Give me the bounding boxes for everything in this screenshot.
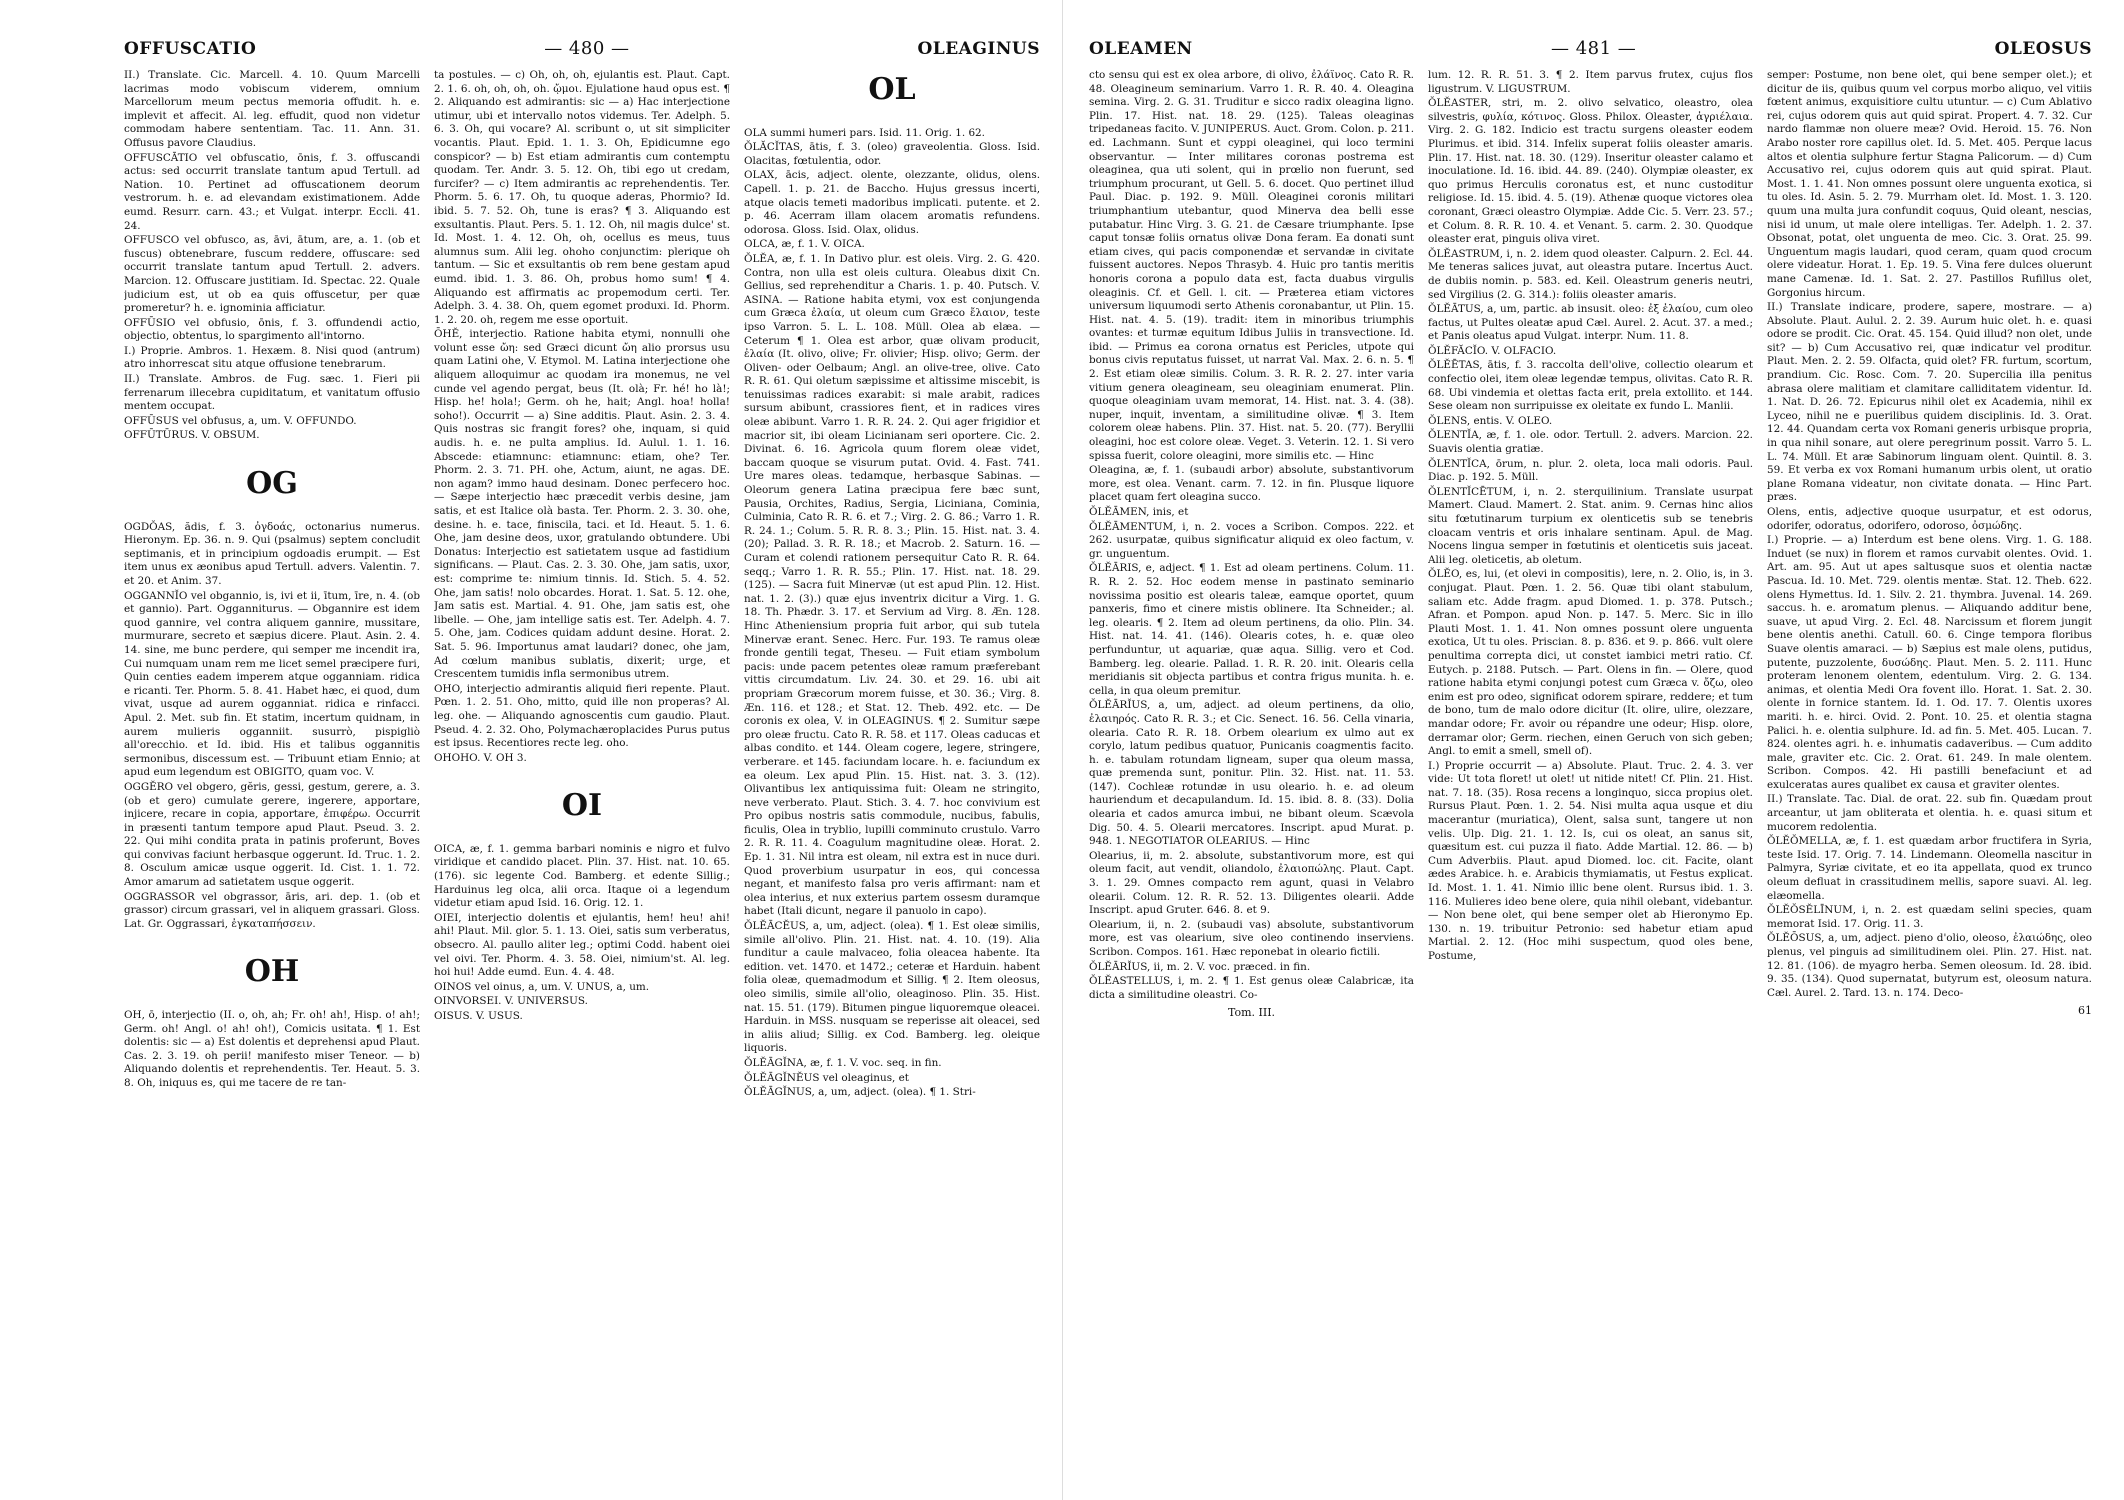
entry-text: ŎLĔŎSĔLĪNUM, i, n. 2. est quædam selini species, quam memorat Isid. 17. Orig. 11. 3. [1767, 904, 2092, 930]
column-3 [744, 69, 1040, 1464]
entry-text: Oleagina, æ, f. 1. (subaudi arbor) absolute, substantivorum more, est olea. Venant. carm. 7. 12. in fin. Plusque liquore placet quam fert oleagina succo. [1089, 464, 1414, 504]
section-heading: OL [868, 72, 916, 107]
page-number: — 481 — [1551, 38, 1637, 59]
columns [1089, 69, 2092, 1464]
page-number: — 480 — [544, 38, 630, 59]
entry-text: OFFUSCO vel obfusco, as, āvi, ātum, are, a. 1. (ob et fuscus) obtenebrare, fuscum reddere, offuscare: sed occurrit translate tantum apud Tertull. 2. advers. Marcion. 12. Offuscare justitiam. Id. Spectac. 22. Quale judicium est, ut ob ea quis offuscetur, per quæ promeretur? h. e. ignominia afficiatur. [124, 234, 420, 315]
entry-text: OLA summi humeri pars. Isid. 11. Orig. 1. 62. [744, 126, 985, 139]
column-2 [434, 69, 730, 1464]
entry-text: OLAX, ācis, adject. olente, olezzante, olidus, olens. Capell. 1. p. 21. de Baccho. Hujus gressus incerti, atque olacis temeti madoribus implicati. putente. et 2. p. 46. Acerram illam olacem aromatis refundens. odorosa. Gloss. Isid. Olax, olidus. [744, 169, 1040, 236]
entry-text: OHOHO. V. OH 3. [434, 751, 527, 764]
running-head-right [1089, 38, 2092, 59]
entry-text: ŌHĔ, interjectio. Ratione habita etymi, nonnulli ohe volunt esse ὤη: sed Græci dicunt ὤη alio prorsus usu quam Latini ohe, V. Etymol. M. Latina interjectione ohe aliquem alloquimur ac quodam ira monemus, ne vel cunde vel agendo pergat, beus (It. olà; Fr. hé! ho là!; Hisp. he! hola!; Germ. oh he, hait; Angl. hoa! holla! soho!). Occurrit — a) Sine additis. Plaut. Asin. 2. 3. 4. Quis nostras sic frangit fores? ohe, inquam, si quid audis. h. e. ne pulta amplius. Id. Aulul. 1. 1. 16. Abscede: etiamnunc: etiamnunc: etiam, ohe? Ter. Phorm. 2. 3. 71. PH. ohe, Actum, aiunt, ne agas. DE. non agam? immo haud desinam. Donec perfecero hoc. — Sæpe interjectio hæc præcedit verbis desine, jam satis, et est Italice olà basta. Ter. Phorm. 2. 3. 30. ohe, desine. h. e. tace, finiscila, taci. et Id. Heaut. 5. 1. 6. Ohe, jam desine deos, uxor, gratulando obtundere. Ubi Donatus: Interjectio est satietatem usque ad fastidium significans. — Plaut. Cas. 2. 3. 30. Ohe, jam satis, uxor, est: comprime te: nimium tinnis. Id. Stich. 5. 4. 52. Ohe, jam satis! nolo obcardes. Horat. 1. Sat. 5. 12. ohe, Jam satis est. Martial. 4. 91. Ohe, jam satis est, ohe libelle. — Ohe, jam intellige satis est. Ter. Adelph. 4. 7. 5. Ohe, jam. Codices quidam addunt desine. Horat. 2. Sat. 5. 96. Importunus amat laudari? donec, ohe jam, Ad cœlum manibus sublatis, dixerit; urge, et Crescentem tumidis infla sermonibus utrem. [434, 328, 730, 681]
entry-text: OH, ō, interjectio (II. o, oh, ah; Fr. oh! ah!, Hisp. o! ah!; Germ. oh! Angl. o! ah! oh!), Comicis usitata. ¶ 1. Est dolentis: sic — a) Est dolentis et deprehensi apud Plaut. Cas. 2. 3. 19. oh perii! manifesto miser Teneor. — b) Aliquando dolentis et reprehendentis. Ter. Heaut. 5. 3. 8. Oh, iniquus es, qui me tacere de re tan- [124, 1009, 420, 1089]
column-2 [1428, 69, 1753, 1464]
entry-text: ŎLĔFĂCĬO. V. OLFACIO. [1428, 344, 1557, 357]
entry-text: ŎLENS, entis. V. OLEO. [1428, 414, 1553, 427]
entry-text: ŎLĔĀGĬNA, æ, f. 1. V. voc. seq. in fin. [744, 1056, 942, 1069]
volume-label: Tom. III. [1227, 1006, 1276, 1020]
column-1 [124, 69, 420, 1464]
entry-text: cto sensu qui est ex olea arbore, di olivo, ἐλάϊνος. Cato R. R. 48. Oleagineum seminarium. Varro 1. R. R. 40. 4. Oleagina semina. Virg. 2. G. 31. Truditur e sicco radix oleagina ligno. Plin. 17. Hist. nat. 18. 29. (125). Taleas oleaginas tripedaneas facito. V. JUNIPERUS. Auct. Grom. Colon. p. 211. ed. Lachmann. Sunt et cyppi oleaginei, qui loco termini observantur. — Inter militares coronas postrema est oleaginea, qua uti solent, qui in prœlio non fuerunt, sed triumphum procurant, ut Gell. 5. 6. docet. Quo pertinet illud Paul. Diac. p. 192. 9. Müll. Oleaginei coronis militari triumphantium utebantur, quod Minerva dea belli esse putabatur. Hinc Virg. 3. G. 21. de Cæsare triumphante. Ipse caput tonsæ foliis ornatus olivæ Dona feram. Ea donati sunt etiam cives, qui pacis componendæ et servandæ in civitate fuissent auctores. Nepos Thrasyb. 4. Huic pro tantis meritis honoris corona a populo data est, facta duabus virgulis oleaginis. Cf. et Gell. l. cit. — Præterea etiam victores universum liquumodi serto Athenis coronabantur, ut Plin. 15. Hist. nat. 4. 5. (19). tradit: item in minoribus triumphis ovantes: et turmæ equitum Idibus Juliis in transvectione. Id. ibid. — Primus ea corona ornatus est Pericles, utpote qui bonus civis reputatus fuisset, ut narrat Val. Max. 2. 6. n. 5. ¶ 2. Est etiam oleæ similis. Colum. 3. R. R. 2. 27. inter varia vitium genera oleagineam, seu oleaginiam enumerat. Plin. quoque oleaginiam uvam memorat, 14. Hist. nat. 3. 4. (38). nuper, inquit, inventam, a similitudine olivæ. ¶ 3. Item colorem oleæ habens. Plin. 37. Hist. nat. 5. 20. (77). Beryllii oleagini, hoc est colore oleæ. Veget. 3. Veterin. 12. 1. Si vero spissa fuerit, colore oleagini, more similis etc. — Hinc [1089, 69, 1414, 462]
entry-text: II.) Translate. Tac. Dial. de orat. 22. sub fin. Quædam prout arceantur, ut jam obliterata et olentia. h. e. quasi situm et mucorem redolentia. [1767, 793, 2092, 833]
entry-text: OGDŎAS, ădis, f. 3. ὀγδοάς, octonarius numerus. Hieronym. Ep. 36. n. 9. Qui (psalmus) septem concludit septimanis, et in principium ogdoadis erumpit. — Est item unus ex æonibus apud Tertull. advers. Valentin. 7. et 20. et Anim. 37. [124, 520, 420, 587]
volume-footer [1089, 1006, 1414, 1020]
head-last-word: OLEAGINUS [917, 39, 1040, 59]
entry-text: II.) Translate indicare, prodere, sapere, mostrare. — a) Absolute. Plaut. Aulul. 2. 2. 39. Aurum huic olet. h. e. quasi odore se prodit. Cic. Orat. 45. 154. Quid illud? non olet, unde sit? — b) Cum Accusativo rei, quæ indicatur vel proditur. Plaut. Men. 2. 2. 59. Olfacta, quid olet? FR. furtum, scortum, prandium. Cic. Rosc. Com. 7. 20. Supercilia illa penitus abrasa olere malitiam et clamitare calliditatem videntur. Id. 1. Nat. D. 26. 72. Epicurus nihil olet ex Academia, nihil ex Lyceo, nihil ne e puerilibus quidem disciplinis. Id. 3. Orat. 12. 44. Quandam certa vox Romani generis urbisque propria, in qua nihil sonare, aut olere peregrinum possit. Varro 5. L. L. 74. Müll. Et aræ Sabinorum linguam olent. Quintil. 8. 3. 59. Et verba ex vox Romani humanum urbis olent, ut oratio plane Romana videatur, non civitate donata. — Hinc Part. præs. [1767, 301, 2092, 504]
entry-text: ŎLĔĀRĬUS, a, um, adject. ad oleum pertinens, da olio, ἐλαιηρός. Cato R. R. 3.; et Cic. Senect. 16. 56. Cella vinaria, olearia. Cato R. R. 18. Orbem olearium ex ulmo aut ex corylo, latum pedibus quatuor, Punicanis coagmentis facito. h. e. tabulam rotundam ligneam, super qua oleum massa, quæ premenda sunt, ponitur. Plin. 32. Hist. nat. 11. 53. (147). Cochleæ rotundæ in usu oleario. h. e. ad oleum hauriendum et decapulandum. Id. 15. ibid. 8. 8. (33). Dolia olearia et cados amurca imbui, ne bibant oleum. Scævola Dig. 50. 4. 5. Olearii mercatores. Inscript. apud Murat. p. 948. 1. NEGOTIATOR OLEARIUS. — Hinc [1089, 699, 1414, 848]
section-heading: OG [246, 466, 298, 502]
entry-text: I.) Proprie occurrit — a) Absolute. Plaut. Truc. 2. 4. 3. ver vide: Ut tota floret! ut olet! ut nitide nitet! Cf. Plin. 21. Hist. nat. 7. 18. (35). Rosa recens a longinquo, sicca propius olet. Rursus Plaut. Pœn. 1. 2. 54. Nisi multa aqua usque et diu macerantur (muriatica), Olent, salsa sunt, tangere ut non velis. Ulp. Dig. 21. 1. 12. Is, cui os oleat, an sanus sit, quæsitum est. cui puzza il fiato. Adde Martial. 12. 86. — b) Cum Adverbiis. Plaut. apud Diomed. loc. cit. Facite, olant ædes Arabice. h. e. Arabicis thymiamatis, ut Festus explicat. Id. Most. 1. 1. 41. Nimio illic bene olent. Rursus ibid. 1. 3. 116. Mulieres ideo bene olere, quia nihil olebant, videbantur. — Non bene olet, qui bene semper olet ab Hieronymo Ep. 130. n. 19. tribuitur Petronio: sed habetur etiam apud Martial. 2. 12. (Hoc mihi suspectum, quod oles bene, Postume, [1428, 759, 1753, 962]
entry-text: OISUS. V. USUS. [434, 1010, 523, 1022]
entry-text: Olearium, ii, n. 2. (subaudi vas) absolute, substantivorum more, est vas olearium, sive oleo continendo inserviens. Scribon. Compos. 161. Hæc reponebat in oleario fictili. [1089, 918, 1414, 958]
entry-text: ŎLĔASTELLUS, i, m. 2. ¶ 1. Est genus oleæ Calabricæ, ita dicta a similitudine oleastri. Co- [1089, 975, 1414, 1001]
entry-text: ŎLĔŌSUS, a, um, adject. pieno d'olio, oleoso, ἐλαιώδης, oleo plenus, vel pinguis ad similitudinem olei. Plin. 27. Hist. nat. 12. 81. (106). de myagro herba. Semen oleosum. Id. 28. ibid. 9. 35. (134). Quod supernatat, butyrum est, oleosum natura. Cæl. Aurel. 2. Tard. 13. n. 174. Deco- [1767, 932, 2092, 999]
entry-text: ŎLĔĀRIS, e, adject. ¶ 1. Est ad oleam pertinens. Colum. 11. R. R. 2. 52. Hoc eodem mense in pastinato seminario novissima positio est olearis taleæ, eamque oportet, quum panxeris, fimo et cinere mistis oblinere. Ita Schneider.; al. leg. olearis. ¶ 2. Item ad oleum pertinens, da olio. Plin. 34. Hist. nat. 14. 41. (146). Olearis cotes, h. e. quæ oleo perfunduntur, ut aquariæ, quæ aqua. Sillig. vero et Cod. Bamberg. leg. olearie. Pallad. 1. R. R. 20. init. Olearis cella meridianis sit objecta partibus et contra frigus munita. h. e. cella, in qua oleum premitur. [1089, 562, 1414, 697]
entry-text: OFFŪTŪRUS. V. OBSUM. [124, 429, 260, 442]
entry-text: ŎLENTĬA, æ, f. 1. ole. odor. Tertull. 2. advers. Marcion. 22. Suavis olentia gratiæ. [1428, 429, 1753, 456]
entry-text: ŎLĔĀMENTUM, i, n. 2. voces a Scribon. Compos. 222. et 262. usurpatæ, quibus significatur aliquid ex oleo factum, v. gr. unguentum. [1089, 520, 1414, 560]
section-heading: OI [561, 788, 603, 824]
entry-text: OIEI, interjectio dolentis et ejulantis, hem! heu! ahi! ahi! Plaut. Mil. glor. 5. 1. 13. Oiei, satis sum verberatus, obsecro. Al. paullo aliter leg.; optimi Codd. habent oiei vel oivi. Ter. Phorm. 4. 3. 58. Oiei, nimium'st. Al. leg. hoi hui! Adde eumd. Eun. 4. 4. 48. [434, 911, 730, 979]
head-first-word: OFFUSCATIO [124, 39, 257, 59]
entry-text: OLCA, æ, f. 1. V. OICA. [744, 238, 865, 251]
entry-text: OICA, æ, f. 1. gemma barbari nominis e nigro et fulvo viridique et candido placet. Plin. 37. Hist. nat. 10. 65. (176). sic legente Cod. Bamberg. et edente Sillig.; Harduinus leg olca, alii orca. Itaque oi a legendum videtur etiam apud Isid. 16. Orig. 12. 1. [434, 842, 730, 910]
entry-text: lum. 12. R. R. 51. 3. ¶ 2. Item parvus frutex, cujus flos ligustrum. V. LIGUSTRUM. [1428, 69, 1753, 95]
entry-text: Olearius, ii, m. 2. absolute, substantivorum more, est qui oleum facit, aut vendit, oliandolo, ἐλαιοπώλης. Plaut. Capt. 3. 1. 29. Omnes compacto rem agunt, quasi in Velabro olearii. Colum. 12. R. R. 52. 13. Diligentes olearii. Adde Inscript. apud Gruter. 646. 8. et 9. [1089, 849, 1414, 917]
running-head-left [124, 38, 1040, 59]
entry-text: I.) Proprie. — a) Interdum est bene olens. Virg. 1. G. 188. Induet (se nux) in florem et ramos curvabit olentes. Ovid. 1. Art. am. 95. Aut ut apes saltusque suos et olentia nactæ Pascua. Id. 10. Met. 729. olentis mentæ. Stat. 12. Theb. 622. olens Hymettus. Id. 1. Silv. 2. 21. thymbra. Juvenal. 14. 269. saccus. h. e. aromatum plenus. — Aliquando additur bene, suave, ut apud Virg. 2. Ecl. 48. Narcissum et florem jungit bene olentis anethi. Catull. 60. 6. Cinge tempora floribus Suave olentis amaraci. — b) Sæpius est male olens, putidus, putente, puzzolente, δυσώδης. Plaut. Men. 5. 2. 111. Hunc proteram lenonem olentem, edentulum. Virg. 2. G. 134. animas, et olentia Medi Ora fovent illo. Horat. 1. Sat. 2. 30. olente in fornice stantem. Id. 1. Od. 17. 7. Olentis uxores mariti. h. e. hirci. Ovid. 2. Pont. 10. 25. et olentia stagna Palici. h. e. olentia sulphure. Id. ad fin. 5. Met. 405. Lucan. 7. 824. olentes agri. h. e. inhumatis cadaveribus. — Cum addito male, graviter etc. Cic. 2. Orat. 61. 249. In male olentem. Scribon. Compos. 42. Hi pastilli benefaciunt et ad exulceratas aures qualibet ex causa et graviter olentes. [1767, 534, 2092, 791]
entry-text: OINVORSEI. V. UNIVERSUS. [434, 995, 588, 1008]
entry-text: OGGĔRO vel obgero, gĕris, gessi, gestum, gerere, a. 3. (ob et gero) cumulate gerere, ingerere, apportare, injicere, recare in copia, apportare, ἐπιφέρω. Occurrit in præsenti tantum tempore apud Plaut. Pseud. 3. 2. 22. Qui mihi condita prata in patinis proferunt, Boves qui convivas faciunt herbasque oggerunt. Id. Truc. 1. 2. 8. Osculum amicæ usque oggerit. Id. Cist. 1. 1. 72. Amor amarum ad satietatem usque oggerit. [124, 780, 420, 889]
entry-text: ŎLĔASTRUM, i, n. 2. idem quod oleaster. Calpurn. 2. Ecl. 44. Me teneras salices juvat, aut oleastra putare. Incertus Auct. de dubiis nomin. p. 583. ed. Keil. Oleastrum generis neutri, sed Virgilius (2. G. 314.): foliis oleaster amaris. [1428, 247, 1753, 301]
entry-text: ŎLĂCĬTAS, ātis, f. 3. (oleo) graveolentia. Gloss. Isid. Olacitas, fœtulentia, odor. [744, 141, 1040, 167]
entry-text: OGGANNĬO vel obgannio, is, ivi et ii, ītum, īre, n. 4. (ob et gannio). Part. Ogganniturus. — Obgannire est idem quod gannire, vel contra aliquem gannire, mussitare, murmurare, secreto et sæpius dicere. Plaut. Asin. 2. 4. 14. sine, me bunc perdere, qui semper me incendit ira, Cui numquam unam rem me licet semel præcipere furi, Quin centies eadem imperem atque ogganniam. ridica e ricanti. Ter. Phorm. 5. 8. 41. Habet hæc, ei quod, dum vivat, usque ad aurem ogganniat. ridica e rinfacci. Apul. 2. Met. sub fin. Et statim, incertum quidnam, in aurem mulieris ogganniit. susurrò, pispigliò all'orecchio. et Id. ibid. His et talibus oggannitis sermonibus, discessum est. — Tribuunt etiam Ennio; at apud eum legendum est OBIGITO, quam voc. V. [124, 589, 420, 779]
entry-text: ŎLĔŎMELLA, æ, f. 1. est quædam arbor fructifera in Syria, teste Isid. 17. Orig. 7. 14. Lindemann. Oleomella nascitur in Palmyra, Syriæ civitate, et eo ita appellata, quod ex trunco oleum defluat in crassitudinem mellis, sapore suavi. Al. leg. elæomella. [1767, 835, 2092, 902]
section-heading: OH [244, 954, 300, 990]
entry-text: II.) Translate. Cic. Marcell. 4. 10. Quum Marcelli lacrimas modo vobiscum viderem, omnium Marcellorum meum pectus memoria offudit. h. e. implevit et affecit. Al. leg. effudit, quod non videtur commodam habere sententiam. Tac. 11. Ann. 31. Offusus pavore Claudius. [124, 69, 420, 149]
entry-text: ŎLĔASTER, stri, m. 2. olivo selvatico, oleastro, olea silvestris, φυλία, κότινος. Gloss. Philox. Oleaster, ἀγριέλαια. Virg. 2. G. 182. Indicio est tractu surgens oleaster eodem Plurimus. et ibid. 314. Infelix superat foliis oleaster amaris. Plin. 17. Hist. nat. 18. 30. (129). Inseritur oleaster calamo et inoculatione. Id. 16. ibid. 44. 89. (240). Olympiæ oleaster, ex quo primus Herculis coronatus est, et nunc custoditur religiose. Id. 15. ibid. 4. 5. (19). Athenæ quoque victores olea coronant, Græci oleastro Olympiæ. Adde Cic. 5. Verr. 23. 57.; et Colum. 8. R. R. 10. 4. et Venant. 5. carm. 2. 30. Quodque oleaster erat, pinguis oliva viret. [1428, 97, 1753, 246]
footer-page-number: 61 [2078, 1004, 2092, 1018]
columns [124, 69, 1040, 1464]
column-3 [1767, 69, 2092, 1464]
right-page [1062, 0, 2124, 1500]
entry-text: ŎLĔĀTUS, a, um, partic. ab insusit. oleo: ἐξ ἐλαίου, cum oleo factus, ut Pultes oleatæ apud Cæl. Aurel. 2. Acut. 37. a med.; et Panis oleatus apud Vulgat. interpr. Num. 11. 8. [1428, 303, 1753, 343]
entry-text: ŎLĔĀGĬNĔUS vel oleaginus, et [744, 1071, 909, 1084]
entry-text: ŎLĔĀMEN, inis, et [1089, 506, 1189, 518]
entry-text: OFFŪSUS vel obfusus, a, um. V. OFFUNDO. [124, 414, 357, 427]
entry-text: OFFŪSIO vel obfusio, ōnis, f. 3. offundendi actio, objectio, obtentus, lo spargimento all'intorno. [124, 316, 420, 343]
page-footer [1767, 1004, 2092, 1018]
entry-text: ŎLĔĀCĔUS, a, um, adject. (olea). ¶ 1. Est oleæ similis, simile all'olivo. Plin. 21. Hist. nat. 4. 10. (19). Alia funditur a caule malvaceo, folia oleacea habente. Ita edition. vet. 1470. et 1472.; ceteræ et Harduin. habent folia oleæ, quemadmodum et Sillig. ¶ 2. Item oleosus, oleo similis, simile all'olio, oleaginoso. Plin. 35. Hist. nat. 15. 51. (179). Bitumen pingue liquoremque oleacei. Harduin. in MSS. nusquam se reperisse ait oleacei, sed in aliis aliud; Sillig. ex Cod. Bamberg. leg. oleique liquoris. [744, 920, 1040, 1055]
entry-text: ŎLĔĀRĬUS, ii, m. 2. V. voc. præced. in fin. [1089, 960, 1311, 973]
entry-text: ŎLENTĬCĒTUM, i, n. 2. sterquilinium. Translate usurpat Mamert. Claud. Mamert. 2. Stat. anim. 9. Cernas hinc alios situ fœtutinarum turpium ex olenticetis sub se tenebris cloacam ventris et oris inhalare sentinam. Apul. de Mag. Nocens lingua semper in fœtutinis et olenticetis suis jaceat. Alii leg. oleticetis, ab oletum. [1428, 485, 1753, 566]
entry-text: OGGRASSOR vel obgrassor, āris, ari. dep. 1. (ob et grassor) circum grassari, vel in aliquem grassari. Gloss. Lat. Gr. Oggrassari, ἐγκαταπήσσειν. [124, 890, 420, 930]
entry-text: semper: Postume, non bene olet, qui bene semper olet.); et dicitur de iis, quibus quum vel corpus morbo aliquo, vel vitiis fœtent animus, exquisitiore cultu utuntur. — c) Cum Ablativo rei, cujus odorem quis aut quid spirat. Propert. 4. 7. 32. Cur nardo flammæ non oluere meæ? Ovid. Heroid. 15. 76. Non Arabo noster rore capillus olet. Id. 5. Met. 405. Perque lacus altos et olentia sulphure fertur Stagna Palicorum. — d) Cum Accusativo rei, cujus odorem quis aut quid spirat. Plaut. Most. 1. 1. 41. Non omnes possunt olere unguenta exotica, si tu oles. Id. Asin. 5. 2. 79. Murrham olet. Id. Most. 1. 3. 120. quum una multa jura confundit coquus, Quid oleant, nescias, nisi id unum, ut male olere intelligas. Ter. Adelph. 1. 2. 37. Obsonat, potat, olet unguenta de meo. Cic. 3. Orat. 25. 99. Unguentum magis laudari, quod ceram, quam quod crocum olere videatur. Horat. 1. Ep. 19. 5. Vina fere dulces oluerunt mane Camenæ. Id. 1. Sat. 2. 27. Pastillos Rufillus olet, Gorgonius hircum. [1767, 69, 2092, 299]
entry-text: ŎLĔĒTAS, ātis, f. 3. raccolta dell'olive, collectio olearum et confectio olei, item oleæ legendæ tempus, olivitas. Cato R. R. 68. Ubi vindemia et olettas facta erit, prela extollito. et 144. Sese oleam non surripuisse ex oleitate ex fundo L. Manlii. [1428, 359, 1753, 413]
entry-text: ŎLĔO, es, lui, (et olevi in compositis), lere, n. 2. Olio, is, in 3. conjugat. Plaut. Pœn. 1. 2. 56. Quæ tibi olant stabulum, saliam etc. Adde fragm. apud Diomed. 1. p. 378. Putsch.; Afran. et Pompon. apud Non. p. 147. 5. Merc. Sic in illo Plauti Most. 1. 1. 41. Non omnes possunt olere unguenta exotica, Ut tu oles. Priscian. 8. p. 836. et 9. p. 866. vult olere penultima correpta dici, ut constet iambici metri ratio. Cf. Eutych. p. 2188. Putsch. — Part. Olens in fin. — Olere, quod ratione habita etymi conjungi potest cum Græca v. ὄζω, oleo enim est pro odeo, significat odorem spirare, reddere; et tum de bono, tum de malo odore dicitur (It. olire, ulire, olezzare, mandar odore; Fr. avoir ou répandre une odeur; Hisp. olore, derramar olor; Germ. riechen, einen Geruch von sich geben; Angl. to emit a smell, smell of). [1428, 568, 1753, 758]
entry-text: ŎLENTĬCA, ōrum, n. plur. 2. oleta, loca mali odoris. Paul. Diac. p. 192. 5. Müll. [1428, 457, 1753, 484]
entry-text: ta postules. — c) Oh, oh, oh, ejulantis est. Plaut. Capt. 2. 1. 6. oh, oh, oh, oh. ᾤμοι. Ejulatione haud opus est. ¶ 2. Aliquando est admirantis: sic — a) Hac interjectione utimur, ubi et intervallo notos videmus. Ter. Adelph. 5. 6. 3. Oh, qui vocare? Al. scribunt o, ut sit simpliciter vocantis. Plaut. Epid. 1. 1. 3. Oh, Epidicumne ego conspicor? — b) Est etiam admirantis cum contemptu quodam. Ter. Andr. 3. 5. 12. Oh, tibi ego ut credam, furcifer? — c) Item admirantis ac reprehendentis. Ter. Phorm. 5. 6. 17. Oh, tu quoque aderas, Phormio? Id. ibid. 5. 7. 52. Oh, tune is eras? ¶ 3. Aliquando est exsultantis. Plaut. Pers. 5. 1. 12. Oh, nil magis dulce' st. Id. Most. 1. 4. 12. Oh, oh, ocellus es meus, tuus alumnus sum. Alii leg. ohoho conjunctim: plerique oh tantum. — Sic et exsultantis ob rem bene gestam apud eumd. ibid. 1. 3. 86. Oh, probus homo sum! ¶ 4. Aliquando est affirmatis ac propemodum certi. Ter. Adelph. 3. 4. 38. Oh, quem egomet produxi. Id. Phorm. 1. 2. 20. oh, regem me esse oportuit. [434, 69, 730, 326]
entry-text: II.) Translate. Ambros. de Fug. sæc. 1. Fieri pii ferrenarum illecebra cupiditatum, et vanitatum offusio mentem occupat. [124, 373, 420, 413]
entry-text: ŎLĔA, æ, f. 1. In Dativo plur. est oleis. Virg. 2. G. 420. Contra, non ulla est oleis cultura. Oleabus dixit Cn. Gellius, sed reprehenditur a Charis. 1. p. 40. Putsch. V. ASINA. — Ratione habita etymi, vox est conjungenda cum Græca ἐλαία, ut oleum cum Græco ἔλαιον, teste ipso Varron. 5. L. L. 108. Müll. Olea ab elæa. — Ceterum ¶ 1. Olea est arbor, quæ olivam producit, ἐλαία (It. olivo, olive; Fr. olivier; Hisp. olivo; Germ. der Oliven- oder Oelbaum; Angl. an olive-tree, olive. Cato R. R. 61. Qui oletum sæpissime et altissime miscebit, is tenuissimas radices exarabit: si male arabit, radices sursum abibunt, crassiores fient, et in radices vires oleæ abibunt. Varro 1. R. R. 24. 2. Qui ager frigidior et macrior sit, ibi oleam Licinianam seri oportere. Cic. 2. Divinat. 6. 16. Agricola quum florem oleæ videt, baccam quoque se visurum putat. Ovid. 4. Fast. 741. Ure mares oleas. tedamque, herbasque Sabinas. — Oleorum genera Latina præcipua fere bæc sunt, Pausia, Orchites, Radius, Sergia, Liciniana, Cominia, Culminia, Cato R. R. 6. et 7.; Virg. 2. G. 86.; Varro 1. R. R. 24. 1.; Colum. 5. R. R. 8. 3.; Plin. 15. Hist. nat. 3. 4. (20); Pallad. 3. R. R. 18.; et Macrob. 2. Saturn. 16. — Curam et colendi rationem persequitur Cato R. R. 64. seqq.; Varro 1. R. R. 55.; Plin. 17. Hist. nat. 18. 29. (125). — Sacra fuit Minervæ (ut est apud Plin. 12. Hist. nat. 1. 2. (3).) quæ ejus inventrix dicitur a Virg. 1. G. 18. Th. Phædr. 3. 17. et Servium ad Virg. 8. Æn. 128. Hinc Atheniensium propria fuit arbor, qui sub tutela Minervæ erant. Senec. Herc. Fur. 193. Te ramus oleæ fronde gentili tegat, Theseu. — Fuit etiam symbolum pacis: unde pacem petentes oleæ ramum præferebant vittis circumdatum. Liv. 24. 30. et 29. 16. ubi ait propriam Græcorum morem fuisse, et 30. 36.; Virg. 8. Æn. 116. et 128.; et Stat. 12. Theb. 492. etc. — De coronis ex olea, V. in OLEAGINUS. ¶ 2. Sumitur sæpe pro oleæ fructu. Cato R. R. 58. et 117. Oleas caducas et albas condito. et 144. Oleam cogere, legere, stringere, verberare. et 145. faciundam locare. h. e. faciundum ex ea oleum. Lex apud Plin. 15. Hist. nat. 3. 3. (12). Olivantibus lex antiquissima fuit: Oleam ne stringito, neve verberato. Plaut. Stich. 3. 4. 7. hoc convivium est Pro opibus nostris satis commodule, nucibus, fabulis, ficulis, Olea in tryblio, lupilli comminuto crustulo. Varro 2. R. R. 11. 4. Coagulum magnitudine oleæ. Horat. 2. Ep. 1. 31. Nil intra est oleam, nil extra est in nuce duri. Quod proverbium usurpatur in eos, qui concessa negant, et manifesto falsa pro veris affirmant: nam et olea interius, et nux exterius partem ossesm duramque habet (Itali dicunt, negare il panuolo in capo). [744, 252, 1040, 918]
entry-text: ŎLĔĀGĬNUS, a, um, adject. (olea). ¶ 1. Stri- [744, 1086, 976, 1099]
entry-text: Olens, entis, adjective quoque usurpatur, et est odorus, odorifer, odoratus, odorifero, odoroso, ὀσμώδης. [1767, 506, 2092, 532]
head-first-word: OLEAMEN [1089, 39, 1193, 59]
entry-text: OINOS vel oinus, a, um. V. UNUS, a, um. [434, 980, 650, 993]
column-1 [1089, 69, 1414, 1464]
head-last-word: OLEOSUS [1994, 39, 2092, 59]
entry-text: I.) Proprie. Ambros. 1. Hexæm. 8. Nisi quod (antrum) atro inhorrescat situ atque offusione tenebrarum. [124, 344, 420, 371]
entry-text: OFFUSCĀTIO vel obfuscatio, ōnis, f. 3. offuscandi actus: sed occurrit translate tantum apud Tertull. ad Nation. 10. Pertinet ad offuscationem deorum vestrorum. h. e. ad elevandam existimationem. Adde eumd. Resurr. carn. 43.; et Vulgat. interpr. Eccli. 41. 24. [124, 151, 420, 232]
entry-text: OHO, interjectio admirantis aliquid fieri repente. Plaut. Pœn. 1. 2. 51. Oho, mitto, quid ille non properas? Al. leg. ohe. — Aliquando agnoscentis cum gaudio. Plaut. Pseud. 4. 2. 32. Oho, Polymachæroplacides Purus putus est ipsus. Recentiores recte leg. oho. [434, 682, 730, 750]
